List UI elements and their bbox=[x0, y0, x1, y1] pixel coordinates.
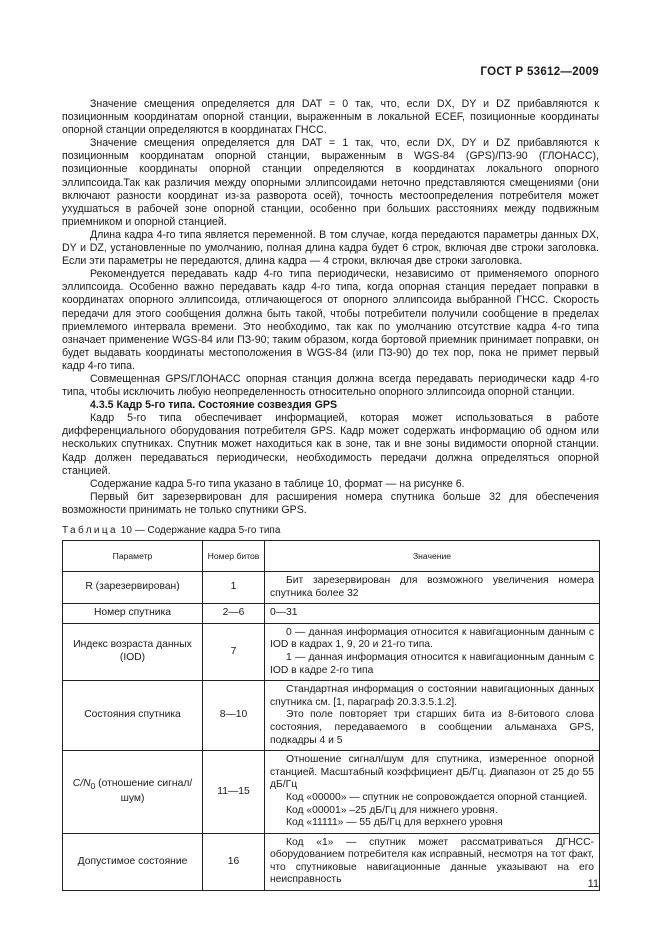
value-line: Код «1» — спутник может рассматриваться ДГНСС-оборудованием потребителя как исправный, несмотря на тот факт, что спутниковые навигационные данные указывают на его неисправность bbox=[270, 836, 594, 886]
table-header-row bbox=[63, 541, 600, 572]
cell-bits: 16 bbox=[203, 833, 265, 890]
cell-param: Индекс возраста данных (IOD) bbox=[63, 623, 203, 680]
paragraph: Кадр 5-го типа обеспечивает информацией, которая может использоваться в работе дифференциального оборудования потребителя GPS. Кадр может содержать информацию об одном или нескольких спутниках. Спутник может находиться как в зоне, так и вне зоны видимости опорной станции. Кадр должен передаваться периодически, необходимость передачи должна определяться опорной станцией. bbox=[62, 412, 599, 477]
table-row bbox=[63, 833, 600, 890]
cell-param: R (зарезервирован) bbox=[63, 572, 203, 604]
cell-value bbox=[265, 751, 600, 834]
paragraph: Первый бит зарезервирован для расширения номера спутника больше 32 для обеспечения возможности принимать не только спутники GPS. bbox=[62, 490, 599, 516]
cell-bits: 7 bbox=[203, 623, 265, 680]
cell-param: Номер спутника bbox=[63, 604, 203, 624]
cell-param: Допустимое состояние bbox=[63, 833, 203, 890]
paragraph: Содержание кадра 5-го типа указано в таблице 10, формат — на рисунке 6. bbox=[90, 477, 465, 490]
value-line: Код «00001» –25 дБ/Гц для нижнего уровня. bbox=[286, 804, 498, 816]
cell-bits: 8—10 bbox=[203, 681, 265, 751]
table-row bbox=[63, 681, 600, 751]
value-line: Это поле повторяет три старших бита из 8-битового слова состояния, передаваемого в сообщении альманаха GPS, подкадры 4 и 5 bbox=[270, 709, 594, 746]
page-number: 11 bbox=[587, 878, 599, 890]
table-caption-label: Таблица bbox=[62, 525, 119, 536]
value-line: 0 — данная информация относится к навигационным данным с IOD в кадрах 1, 9, 20 и 21-го типа. bbox=[270, 626, 594, 651]
value-line: Бит зарезервирован для возможного увеличения номера спутника более 32 bbox=[270, 575, 594, 599]
value-line: Стандартная информация о состоянии навигационных данных спутника см. [1, параграф 20.3.3.5.1.2]. bbox=[270, 684, 594, 708]
header-value: Значение bbox=[265, 541, 600, 572]
cell-param bbox=[63, 751, 203, 834]
cell-bits: 11—15 bbox=[203, 751, 265, 834]
cn0-label: (отношение сигнал/шум) bbox=[95, 778, 193, 804]
value-line: Код «11111» — 55 дБ/Гц для верхнего уровня bbox=[286, 817, 503, 829]
header-param: Параметр bbox=[63, 541, 203, 572]
cell-bits: 2—6 bbox=[203, 604, 265, 624]
section-heading: 4.3.5 Кадр 5-го типа. Состояние созвездия GPS bbox=[90, 399, 338, 412]
table-row bbox=[63, 751, 600, 834]
paragraph: Длина кадра 4-го типа является переменной. В том случае, когда передаются параметры данных DX, DY и DZ, установленные по умолчанию, полная длина кадра будет 6 строк, включая две строки заголовка. Если эти параметры не передаются, длина кадра — 4 строки, включая две строки заголовка. bbox=[62, 228, 599, 268]
value-line: Отношение сигнал/шум для спутника, измеренное опорной станцией. Масштабный коэффициент дБ/Гц. Диапазон от 25 до 55 дБ/Гц bbox=[270, 754, 594, 791]
paragraph: Рекомендуется передавать кадр 4-го типа периодически, независимо от применяемого опорного эллипсоида. Особенно важно передавать кадр 4-го типа, когда опорная станция передает поправки в координатах опорного эллипсоида, отличающегося от опорного эллипсоида выбранной ГНСС. Скорость передачи для этого сообщения должна быть такой, чтобы потребители получили сообщение в пределах приемлемого интервала времени. Это необходимо, так как по умолчанию отсутствие кадра 4-го типа означает применение WGS-84 или ПЗ-90; таким образом, когда бортовой приемник принимает поправки, он будет выдавать координаты местоположения в WGS-84 (или ПЗ-90) до тех пор, пока не примет первый кадр 4-го типа. bbox=[62, 268, 599, 372]
value-line: 0—31 bbox=[270, 607, 298, 619]
table-row bbox=[63, 572, 600, 604]
cell-bits: 1 bbox=[203, 572, 265, 604]
cell-param: Состояния спутника bbox=[63, 681, 203, 751]
cell-value bbox=[265, 623, 600, 680]
cell-value bbox=[265, 572, 600, 604]
cell-value bbox=[265, 604, 600, 624]
value-line: 1 — данная информация относится к навигационным данным с IOD в кадре 2-го типа bbox=[270, 651, 594, 676]
header-bits: Номер битов bbox=[203, 541, 265, 572]
frame-type-5-table bbox=[62, 540, 600, 891]
paragraph: Значение смещения определяется для DAT = 1 так, что, если DX, DY и DZ прибавляются к позиционным координатам опорной станции, выраженным в WGS-84 (GPS)/ПЗ-90 (ГЛОНАСС), позиционные координаты опорной станции определяются в координатах локального опорного эллипсоида.Так как различия между опорными эллипсоидами неточно представляются смещениями (они включают разности координат из-за разворота осей), точность местоопределения потребителя может ухудшаться в рабочей зоне опорной станции, особенно при больших расстояниях между подвижным приемником и опорной станцией. bbox=[62, 137, 599, 228]
cn0-subscript: 0 bbox=[90, 781, 96, 792]
page-content bbox=[62, 98, 599, 891]
table-caption-text: 10 — Содержание кадра 5-го типа bbox=[120, 525, 281, 536]
table-caption bbox=[62, 525, 599, 536]
paragraph: Совмещенная GPS/ГЛОНАСС опорная станция должна всегда передавать периодически кадр 4-го типа, чтобы исключить любую неопределенность относительно опорного эллипсоида опорной станции. bbox=[62, 372, 599, 399]
table-row bbox=[63, 623, 600, 680]
table-row bbox=[63, 604, 600, 624]
cell-value bbox=[265, 833, 600, 890]
document-header: ГОСТ Р 53612—2009 bbox=[480, 66, 599, 78]
cell-value bbox=[265, 681, 600, 751]
cn0-symbol: C/N bbox=[72, 778, 91, 790]
value-line: Код «00000» — спутник не сопровождается опорной станцией. bbox=[286, 791, 588, 803]
paragraph: Значение смещения определяется для DAT = 0 так, что, если DX, DY и DZ прибавляются к позиционным координатам опорной станции, выраженным в локальной ECEF, позиционные координаты опорной станции определяются в координатах ГНСС. bbox=[62, 98, 599, 137]
